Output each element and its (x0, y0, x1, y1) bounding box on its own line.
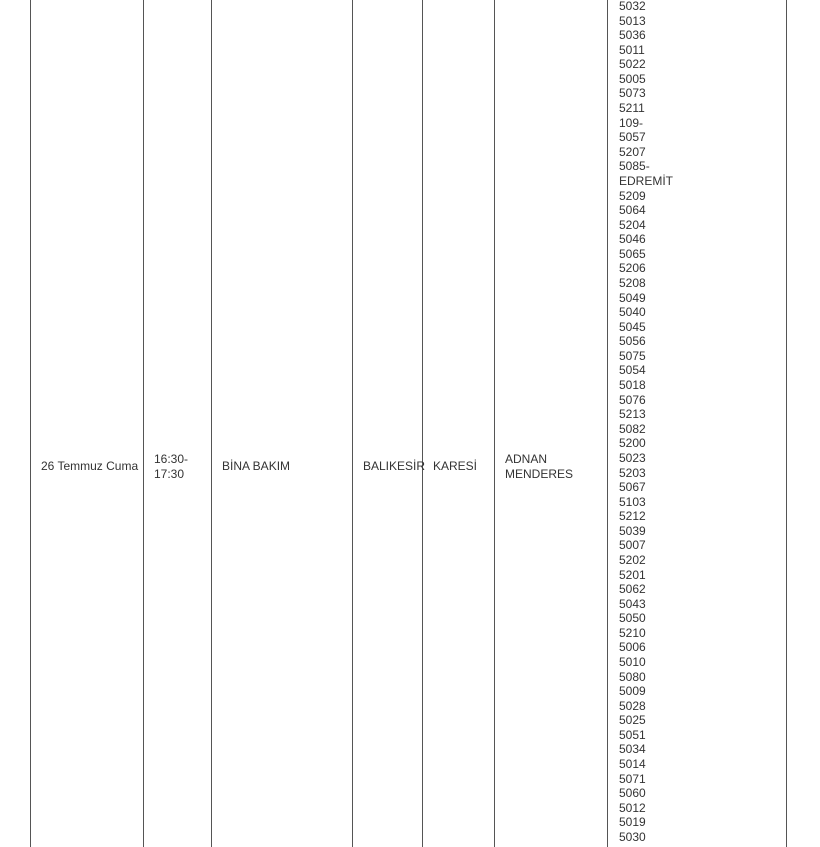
code-item: 5039 (619, 523, 646, 538)
code-item: 5206 (619, 261, 646, 276)
code-item: 5212 (619, 509, 646, 524)
code-item: 5005 (619, 71, 646, 86)
code-item: 5203 (619, 465, 646, 480)
date-cell (31, 0, 144, 847)
code-item: 5050 (619, 611, 646, 626)
code-item: 5045 (619, 319, 646, 334)
code-item: 5071 (619, 771, 646, 786)
code-item: 5040 (619, 305, 646, 320)
code-item: 109- (619, 115, 644, 130)
code-item: 5054 (619, 363, 646, 378)
district-cell (423, 0, 495, 847)
code-item: 5056 (619, 334, 646, 349)
code-item: 5022 (619, 57, 646, 72)
code-item: 5073 (619, 86, 646, 101)
district-text: KARESİ (433, 459, 478, 473)
code-item: 5025 (619, 713, 646, 728)
code-item: 5060 (619, 786, 646, 801)
code-item: 5014 (619, 757, 646, 772)
date-text: 26 Temmuz Cuma (41, 459, 139, 473)
code-item: 5009 (619, 684, 646, 699)
code-item: 5202 (619, 552, 646, 567)
type-text: BİNA BAKIM (222, 459, 291, 473)
province-cell (353, 0, 426, 847)
type-cell (212, 0, 353, 847)
codes-cell (608, 0, 786, 847)
code-item: 5208 (619, 275, 646, 290)
code-item: 5011 (619, 42, 645, 57)
neighborhood-text: ADNAN MENDERES (505, 452, 574, 481)
code-item: 5103 (619, 494, 646, 509)
code-item: 5051 (619, 727, 646, 742)
code-item: 5032 (619, 0, 646, 13)
code-item: 5049 (619, 290, 646, 305)
code-item: 5209 (619, 188, 646, 203)
code-item: 5200 (619, 436, 646, 451)
code-item: 5075 (619, 348, 646, 363)
time-text: 16:30- 17:30 (154, 452, 189, 481)
code-item: 5201 (619, 567, 646, 582)
code-item: 5085- (619, 159, 650, 174)
code-item: 5010 (619, 655, 646, 670)
code-item: 5062 (619, 582, 646, 597)
code-item: 5210 (619, 625, 646, 640)
time-cell (144, 0, 212, 847)
code-item: 5034 (619, 742, 646, 757)
code-item: 5023 (619, 450, 646, 465)
code-item: 5057 (619, 130, 646, 145)
code-item: EDREMİT (619, 173, 673, 188)
code-item: 5064 (619, 203, 646, 218)
code-item: 5046 (619, 232, 646, 247)
code-item: 5065 (619, 246, 646, 261)
code-item: 5076 (619, 392, 646, 407)
code-item: 5019 (619, 815, 646, 830)
neighborhood-cell (495, 0, 608, 847)
code-item: 5006 (619, 640, 646, 655)
code-item: 5080 (619, 669, 646, 684)
code-item: 5082 (619, 421, 646, 436)
code-item: 5213 (619, 407, 646, 422)
code-item: 5028 (619, 698, 646, 713)
code-item: 5018 (619, 378, 646, 393)
code-item: 5211 (619, 101, 645, 116)
code-item: 5207 (619, 144, 646, 159)
code-item: 5043 (619, 596, 646, 611)
code-item: 5007 (619, 538, 646, 553)
codes-list (619, 0, 673, 845)
code-item: 5012 (619, 800, 646, 815)
code-item: 5204 (619, 217, 646, 232)
code-item: 5030 (619, 829, 646, 844)
outage-table (30, 0, 787, 847)
code-item: 5036 (619, 28, 646, 43)
province-text: BALIKESİR (363, 459, 426, 473)
code-item: 5067 (619, 480, 646, 495)
code-item: 5013 (619, 13, 646, 28)
